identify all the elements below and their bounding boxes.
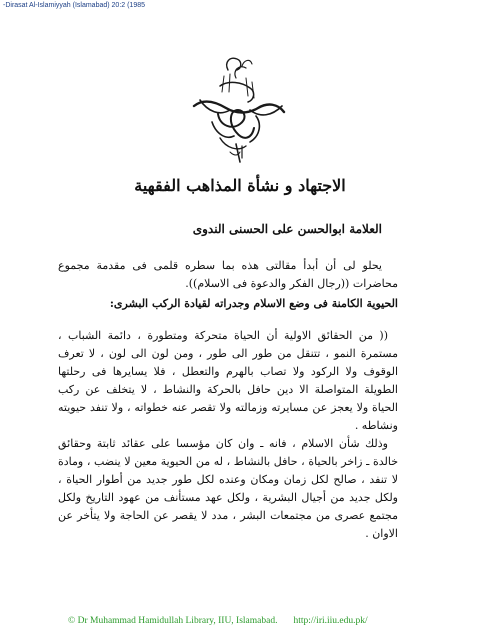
body-paragraph: وذلك شأن الاسلام ، فانه ـ وان كان مؤسسا على عقائد ثابتة وحقائق خالدة ـ زاخر بالحياة ، حافل بالنشاط ، له من الحيوية معين لا ينضب ، ومادة لا تنفد ، صالح لكل زمان ومكان وعنده لكل طور جديد من أطوار الحياة ، ولكل جديد من أجيال البشرية ، ولكل عهد مستأنف من عهود التاريخ ولكل مجتمع عصرى من مجتمعات البشر ، مدد لا يقصر عن الحاجة ولا يتأخر عن الاوان .	[58, 437, 398, 540]
intro-paragraph: يحلو لى أن أبدأ مقالتى هذه بما سطره قلمى فى مقدمة مجموع محاضرات ((رجال الفكر والدعوة فى الاسلام)).	[58, 259, 398, 290]
calligraphy-emblem	[190, 52, 290, 164]
section-subheading: الحيوية الكامنة فى وضع الاسلام وجدراته لقيادة الركب البشرى:	[109, 297, 398, 310]
article-author: العلامة ابوالحسن على الحسنى الندوى	[192, 222, 382, 236]
article-title: الاجتهاد و نشأة المذاهب الفقهية	[134, 176, 346, 195]
library-footer	[68, 616, 468, 626]
footer-credit: © Dr Muhammad Hamidullah Library, IIU, Islamabad.	[68, 616, 278, 626]
footer-url-link[interactable]: http://iri.iiu.edu.pk/	[293, 616, 368, 626]
journal-citation: -Dirasat Al-Islamiyyah (Islamabad) 20:2 (1985	[3, 2, 146, 9]
article-body	[58, 257, 398, 543]
quote-paragraph: (( من الحقائق الاولية أن الحياة متحركة ومتطورة ، دائمة الشباب ، مستمرة النمو ، تتنقل من طور الى طور ، ومن لون الى لون ، لا تعرف الوقوف ولا الركود ولا تصاب بالهرم والتعطل ، فلا يسايرها فى رحلتها الطويلة المتواصلة الا دين حافل بالحركة والنشاط ، لا يتخلف عن ركب الحياة ولا يعجز عن مسايرته وزمالته ولا تقصر عنه خطواته ، ولا تنفد حيويته ونشاطه .	[58, 329, 398, 432]
